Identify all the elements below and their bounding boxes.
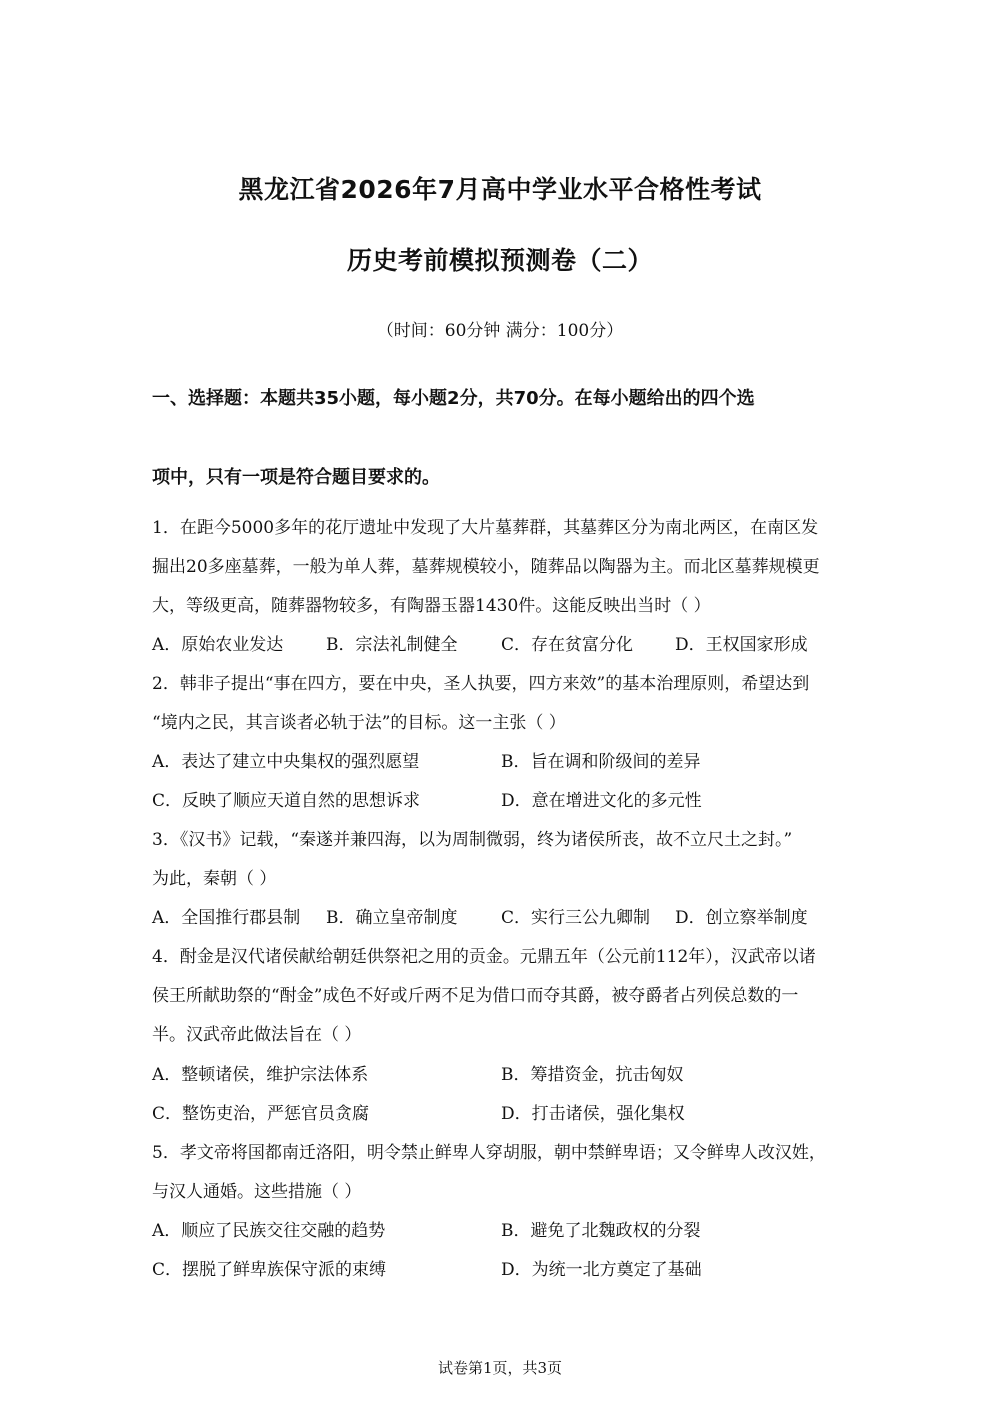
question-text-line: 3．《汉书》记载，“秦遂并兼四海，以为周制微弱，终为诸侯所丧，故不立尺土之封。” bbox=[152, 830, 793, 850]
option-a[interactable]: A．整顿诸侯，维护宗法体系 bbox=[152, 1065, 369, 1085]
question-text-line: 掘出20多座墓葬，一般为单人葬，墓葬规模较小，随葬品以陶器为主。而北区墓葬规模更 bbox=[152, 557, 820, 577]
option-a[interactable]: A．表达了建立中央集权的强烈愿望 bbox=[152, 752, 420, 772]
option-b[interactable]: B．避免了北魏政权的分裂 bbox=[501, 1221, 701, 1241]
option-a[interactable]: A．顺应了民族交往交融的趋势 bbox=[152, 1221, 386, 1241]
exam-subtitle: 历史考前模拟预测卷（二） bbox=[346, 246, 653, 275]
question-text-line: 4．酎金是汉代诸侯献给朝廷供祭祀之用的贡金。元鼎五年（公元前112年），汉武帝以诸 bbox=[152, 947, 816, 967]
option-c[interactable]: C．摆脱了鲜卑族保守派的束缚 bbox=[152, 1260, 387, 1280]
question-text-line: 大，等级更高，随葬器物较多，有陶器玉器1430件。这能反映出当时（ ） bbox=[152, 596, 711, 616]
option-d[interactable]: D．打击诸侯，强化集权 bbox=[501, 1104, 685, 1124]
option-c[interactable]: C．整饬吏治，严惩官员贪腐 bbox=[152, 1104, 370, 1124]
question-text-line: “境内之民，其言谈者必轨于法”的目标。这一主张（ ） bbox=[152, 713, 566, 733]
option-d[interactable]: D．创立察举制度 bbox=[675, 908, 808, 928]
question-text-line: 为此，秦朝（ ） bbox=[152, 869, 277, 889]
section-instruction-line1: 一、选择题：本题共35小题，每小题2分，共70分。在每小题给出的四个选 bbox=[152, 388, 755, 409]
option-b[interactable]: B．宗法礼制健全 bbox=[326, 635, 458, 655]
option-b[interactable]: B．确立皇帝制度 bbox=[326, 908, 458, 928]
option-d[interactable]: D．为统一北方奠定了基础 bbox=[501, 1260, 702, 1280]
option-d[interactable]: D．王权国家形成 bbox=[675, 635, 808, 655]
option-c[interactable]: C．实行三公九卿制 bbox=[501, 908, 651, 928]
option-b[interactable]: B．筹措资金，抗击匈奴 bbox=[501, 1065, 684, 1085]
question-text-line: 2．韩非子提出“事在四方，要在中央，圣人执要，四方来效”的基本治理原则，希望达到 bbox=[152, 674, 810, 694]
question-text-line: 1．在距今5000多年的花厅遗址中发现了大片墓葬群，其墓葬区分为南北两区，在南区发 bbox=[152, 518, 819, 538]
option-a[interactable]: A．原始农业发达 bbox=[152, 635, 284, 655]
question-text-line: 侯王所献助祭的“酎金”成色不好或斤两不足为借口而夺其爵，被夺爵者占列侯总数的一 bbox=[152, 986, 799, 1006]
option-d[interactable]: D．意在增进文化的多元性 bbox=[501, 791, 702, 811]
option-c[interactable]: C．存在贫富分化 bbox=[501, 635, 634, 655]
exam-title: 黑龙江省2026年7月高中学业水平合格性考试 bbox=[238, 175, 762, 204]
option-c[interactable]: C．反映了顺应天道自然的思想诉求 bbox=[152, 791, 421, 811]
question-text-line: 半。汉武帝此做法旨在（ ） bbox=[152, 1025, 362, 1045]
section-instruction-line2: 项中，只有一项是符合题目要求的。 bbox=[152, 467, 440, 488]
option-a[interactable]: A．全国推行郡县制 bbox=[152, 908, 301, 928]
question-text-line: 与汉人通婚。这些措施（ ） bbox=[152, 1182, 362, 1202]
option-b[interactable]: B．旨在调和阶级间的差异 bbox=[501, 752, 701, 772]
question-text-line: 5．孝文帝将国都南迁洛阳，明令禁止鲜卑人穿胡服，朝中禁鲜卑语；又令鲜卑人改汉姓， bbox=[152, 1143, 826, 1163]
exam-time-score: （时间：60分钟 满分：100分） bbox=[376, 321, 624, 341]
page-footer: 试卷第1页，共3页 bbox=[437, 1359, 563, 1377]
